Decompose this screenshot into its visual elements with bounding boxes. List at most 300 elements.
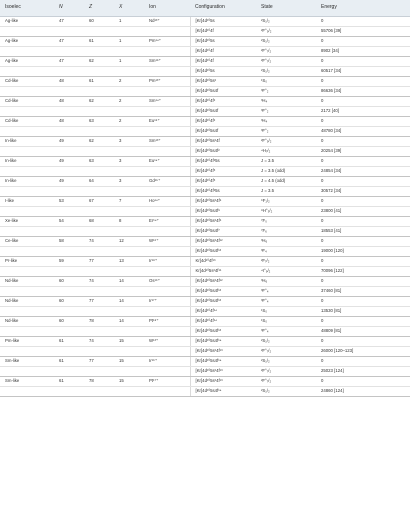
cell-energy: 37460 [81]: [316, 286, 410, 296]
cell-n: 61: [54, 336, 84, 346]
header-row: [0, 0, 410, 16]
cell-ion: [144, 286, 190, 296]
table-row: [0, 216, 410, 226]
table-row: [0, 276, 410, 286]
header-x: X: [114, 0, 144, 16]
cell-n: 49: [54, 156, 84, 166]
cell-configuration: [Kr]4d¹⁰5s4f⁷: [190, 226, 256, 236]
cell-x: 2: [114, 116, 144, 126]
cell-n: 49: [54, 176, 84, 186]
table-row: [0, 176, 410, 186]
cell-state: ⁴H₇/₂: [256, 146, 316, 156]
cell-isoelec: [0, 206, 54, 216]
cell-z: 62: [84, 136, 114, 146]
cell-x: 15: [114, 336, 144, 346]
cell-z: [84, 26, 114, 36]
cell-isoelec: [0, 386, 54, 396]
cell-isoelec: [0, 226, 54, 236]
table-row: [0, 326, 410, 336]
cell-isoelec: [0, 246, 54, 256]
cell-configuration: [Kr]4d¹⁰5s: [190, 36, 256, 46]
cell-ion: Pm¹⁴⁺: [144, 36, 190, 46]
cell-configuration: [Kr]4d¹⁰4f³: [190, 176, 256, 186]
cell-x: [114, 106, 144, 116]
cell-configuration: [Kr]4d¹⁰5s4f: [190, 126, 256, 136]
cell-n: [54, 66, 84, 76]
cell-energy: 60517 [34]: [316, 66, 410, 76]
cell-isoelec: [0, 66, 54, 76]
header-isoelec: Isoelec: [0, 0, 54, 16]
cell-configuration: [Kr]4d¹⁰5s4f²: [190, 146, 256, 156]
cell-x: [114, 346, 144, 356]
cell-isoelec: Sm-like: [0, 356, 54, 366]
cell-state: ³F°₄: [256, 286, 316, 296]
cell-z: [84, 66, 114, 76]
cell-n: [54, 186, 84, 196]
cell-z: 74: [84, 336, 114, 346]
cell-n: 60: [54, 276, 84, 286]
cell-z: [84, 246, 114, 256]
cell-ion: [144, 46, 190, 56]
cell-configuration: [Kr]4d¹⁰5s²4f⁶: [190, 216, 256, 226]
cell-x: [114, 246, 144, 256]
cell-ion: [144, 66, 190, 76]
cell-energy: 8902 [34]: [316, 46, 410, 56]
cell-state: ³F₄: [256, 246, 316, 256]
cell-ion: W¹³⁺: [144, 336, 190, 346]
cell-ion: [144, 386, 190, 396]
cell-n: 59: [54, 256, 84, 266]
cell-n: 48: [54, 96, 84, 106]
cell-ion: Sm¹⁵⁺: [144, 56, 190, 66]
cell-n: [54, 46, 84, 56]
cell-ion: [144, 306, 190, 316]
cell-x: [114, 206, 144, 216]
cell-state: ²F₇/₂: [256, 256, 316, 266]
header-configuration: Configuration: [190, 0, 256, 16]
cell-isoelec: [0, 166, 54, 176]
cell-ion: [144, 326, 190, 336]
cell-configuration: [Kr]4d¹⁰5s: [190, 16, 256, 26]
table-row: [0, 166, 410, 176]
table-row: [0, 96, 410, 106]
cell-energy: 0: [316, 296, 410, 306]
cell-isoelec: Nd-like: [0, 316, 54, 326]
cell-ion: Sm¹³⁺: [144, 136, 190, 146]
cell-ion: [144, 226, 190, 236]
cell-energy: 0: [316, 156, 410, 166]
cell-n: [54, 106, 84, 116]
cell-z: 60: [84, 16, 114, 26]
cell-configuration: [Kr]4d¹⁰5s4f¹³: [190, 246, 256, 256]
cell-z: 63: [84, 116, 114, 126]
cell-configuration: Kr]4d¹⁰4f¹³: [190, 256, 256, 266]
cell-energy: 0: [316, 216, 410, 226]
cell-configuration: [Kr]4d¹⁰5s²4f: [190, 136, 256, 146]
cell-configuration: [Kr]4d¹⁰5s4f: [190, 86, 256, 96]
cell-n: [54, 286, 84, 296]
cell-energy: 0: [316, 256, 410, 266]
cell-configuration: [Kr]4d¹⁰5s4f¹⁴: [190, 336, 256, 346]
cell-state: ³F°₂: [256, 86, 316, 96]
cell-z: 78: [84, 376, 114, 386]
cell-energy: 0: [316, 376, 410, 386]
cell-ion: [144, 266, 190, 276]
cell-configuration: [Kr]4d¹⁰5s4f¹³: [190, 286, 256, 296]
cell-energy: 70096 [122]: [316, 266, 410, 276]
cell-n: [54, 206, 84, 216]
cell-ion: Eu¹⁵⁺: [144, 116, 190, 126]
table-row: [0, 126, 410, 136]
cell-isoelec: Cd-like: [0, 96, 54, 106]
cell-n: [54, 146, 84, 156]
table-row: [0, 386, 410, 396]
cell-configuration: [Kr]4d¹⁰4f²5s: [190, 156, 256, 166]
cell-ion: Ir¹⁷⁺: [144, 296, 190, 306]
cell-ion: [144, 166, 190, 176]
cell-isoelec: Ag-like: [0, 16, 54, 26]
cell-state: ³H₆: [256, 236, 316, 246]
cell-z: 63: [84, 156, 114, 166]
cell-n: [54, 306, 84, 316]
cell-isoelec: [0, 366, 54, 376]
cell-ion: [144, 26, 190, 36]
cell-state: ²S₁/₂: [256, 386, 316, 396]
cell-z: 78: [84, 316, 114, 326]
cell-x: 8: [114, 216, 144, 226]
cell-isoelec: I-like: [0, 196, 54, 206]
cell-x: 15: [114, 376, 144, 386]
cell-energy: 30572 [34]: [316, 186, 410, 196]
header-state: State: [256, 0, 316, 16]
table-row: [0, 56, 410, 66]
cell-energy: 0: [316, 236, 410, 246]
cell-energy: 0: [316, 36, 410, 46]
cell-energy: 2172 [40]: [316, 106, 410, 116]
cell-ion: Eu¹⁴⁺: [144, 156, 190, 166]
cell-n: [54, 86, 84, 96]
cell-energy: 48809 [81]: [316, 326, 410, 336]
cell-configuration: [Kr]4d¹⁰5s: [190, 66, 256, 76]
cell-z: [84, 226, 114, 236]
table-row: [0, 376, 410, 386]
cell-energy: 23800 [41]: [316, 206, 410, 216]
cell-x: [114, 46, 144, 56]
cell-energy: 0: [316, 336, 410, 346]
cell-configuration: [Kr]4d¹⁰4f¹⁴: [190, 316, 256, 326]
cell-x: [114, 126, 144, 136]
cell-energy: 0: [316, 16, 410, 26]
cell-z: [84, 326, 114, 336]
cell-isoelec: [0, 126, 54, 136]
cell-z: [84, 386, 114, 396]
cell-x: 1: [114, 36, 144, 46]
cell-configuration: [Kr]4d¹⁰5s4f¹³: [190, 326, 256, 336]
cell-configuration: [Kr]4d¹⁰4f²: [190, 116, 256, 126]
table-row: [0, 296, 410, 306]
cell-isoelec: Sm-like: [0, 376, 54, 386]
cell-ion: Pt¹⁷⁺: [144, 376, 190, 386]
cell-n: [54, 366, 84, 376]
cell-isoelec: Pr-like: [0, 256, 54, 266]
cell-energy: 0: [316, 136, 410, 146]
cell-energy: 20254 [39]: [316, 146, 410, 156]
cell-state: ³F°₄: [256, 296, 316, 306]
cell-z: 67: [84, 196, 114, 206]
cell-n: [54, 266, 84, 276]
cell-ion: [144, 346, 190, 356]
cell-x: [114, 26, 144, 36]
table-row: [0, 106, 410, 116]
cell-state: ³H₆: [256, 276, 316, 286]
cell-n: 60: [54, 296, 84, 306]
cell-energy: 86636 [34]: [316, 86, 410, 96]
cell-z: 61: [84, 76, 114, 86]
cell-ion: Er¹⁴⁺: [144, 216, 190, 226]
header-z: Z: [84, 0, 114, 16]
cell-ion: [144, 106, 190, 116]
cell-isoelec: [0, 26, 54, 36]
cell-z: [84, 346, 114, 356]
table-row: [0, 86, 410, 96]
cell-z: 61: [84, 36, 114, 46]
table-row: [0, 156, 410, 166]
cell-z: [84, 286, 114, 296]
cell-configuration: [Kr]4d¹⁰5s²4f¹²: [190, 236, 256, 246]
cell-state: ⁸H°₃/₂: [256, 206, 316, 216]
cell-configuration: [Kr]4d¹⁰5s²: [190, 76, 256, 86]
cell-n: [54, 126, 84, 136]
cell-ion: [144, 246, 190, 256]
cell-z: [84, 186, 114, 196]
cell-energy: 0: [316, 356, 410, 366]
cell-state: ³F°₂: [256, 106, 316, 116]
cell-energy: 0: [316, 116, 410, 126]
cell-state: ²F°₇/₂: [256, 346, 316, 356]
table-row: [0, 366, 410, 376]
cell-z: [84, 206, 114, 216]
cell-state: ²S₁/₂: [256, 36, 316, 46]
cell-ion: Gd¹⁵⁺: [144, 176, 190, 186]
cell-configuration: [Kr]4d¹⁰5s²4f¹³: [190, 366, 256, 376]
cell-ion: Nd¹³⁺: [144, 16, 190, 26]
cell-state: ⁷F₆: [256, 226, 316, 236]
cell-z: [84, 166, 114, 176]
cell-configuration: [Kr]4d¹⁰5s²4f¹²: [190, 276, 256, 286]
cell-isoelec: [0, 46, 54, 56]
cell-configuration: [Kr]4d¹⁰5s4f¹⁴: [190, 356, 256, 366]
table-row: [0, 226, 410, 236]
cell-energy: 18553 [41]: [316, 226, 410, 236]
cell-state: ²F°₇/₂: [256, 366, 316, 376]
cell-ion: Ho¹⁴⁺: [144, 196, 190, 206]
cell-configuration: [Kr]4d¹⁰5s4f: [190, 106, 256, 116]
cell-state: J = 4.5 (odd): [256, 176, 316, 186]
cell-state: ²S₁/₂: [256, 336, 316, 346]
header-n: N: [54, 0, 84, 16]
cell-state: J = 3.5: [256, 186, 316, 196]
cell-energy: 24860 [124]: [316, 386, 410, 396]
cell-n: [54, 226, 84, 236]
cell-state: ¹S₀: [256, 76, 316, 86]
cell-isoelec: Xe-like: [0, 216, 54, 226]
cell-x: 14: [114, 276, 144, 286]
cell-x: 2: [114, 76, 144, 86]
table-row: [0, 356, 410, 366]
cell-x: 3: [114, 176, 144, 186]
cell-configuration: [Kr]4d¹⁰5s4f¹³: [190, 296, 256, 306]
cell-state: J = 3.5: [256, 156, 316, 166]
cell-configuration: [Kr]4d¹⁰4f: [190, 26, 256, 36]
cell-state: ¹S₀: [256, 306, 316, 316]
cell-state: ²S₁/₂: [256, 16, 316, 26]
table-row: [0, 46, 410, 56]
cell-z: [84, 106, 114, 116]
table-row: [0, 26, 410, 36]
cell-configuration: [Kr]4d¹⁰4f¹⁴: [190, 306, 256, 316]
cell-x: 2: [114, 96, 144, 106]
cell-configuration: [Kr]4d¹⁰4f: [190, 56, 256, 66]
cell-state: ²F°₇/₂: [256, 56, 316, 66]
cell-isoelec: [0, 266, 54, 276]
cell-energy: 0: [316, 176, 410, 186]
cell-z: 77: [84, 296, 114, 306]
cell-isoelec: [0, 86, 54, 96]
table-row: [0, 316, 410, 326]
cell-x: 1: [114, 56, 144, 66]
cell-configuration: [Kr]4d¹⁰5s²4f¹³: [190, 346, 256, 356]
cell-z: 62: [84, 96, 114, 106]
cell-n: [54, 386, 84, 396]
cell-x: [114, 186, 144, 196]
cell-x: [114, 166, 144, 176]
cell-state: ²F°₅/₂: [256, 26, 316, 36]
cell-isoelec: Ag-like: [0, 56, 54, 66]
cell-ion: W¹⁶⁺: [144, 236, 190, 246]
cell-state: ⁴I°₉/₂: [256, 266, 316, 276]
cell-energy: 26000 [120–123]: [316, 346, 410, 356]
cell-energy: 25023 [124]: [316, 366, 410, 376]
cell-isoelec: Ag-like: [0, 36, 54, 46]
table-row: [0, 206, 410, 216]
cell-x: 7: [114, 196, 144, 206]
cell-z: [84, 86, 114, 96]
cell-n: [54, 246, 84, 256]
table-row: [0, 186, 410, 196]
table-body: [0, 16, 410, 396]
cell-ion: Pt¹⁸⁺: [144, 316, 190, 326]
cell-configuration: [Kr]4d¹⁰5s²4f¹³: [190, 376, 256, 386]
cell-ion: [144, 146, 190, 156]
cell-state: ³F°₄: [256, 326, 316, 336]
cell-x: [114, 386, 144, 396]
cell-z: [84, 306, 114, 316]
cell-n: 53: [54, 196, 84, 206]
cell-energy: 13530 [81]: [316, 306, 410, 316]
table-row: [0, 136, 410, 146]
cell-configuration: [Kr]4d¹⁰4f²: [190, 96, 256, 106]
cell-n: 47: [54, 56, 84, 66]
cell-state: ³H₄: [256, 96, 316, 106]
cell-x: 14: [114, 296, 144, 306]
cell-n: 54: [54, 216, 84, 226]
table-row: [0, 256, 410, 266]
cell-n: 61: [54, 356, 84, 366]
cell-isoelec: Cd-like: [0, 116, 54, 126]
cell-isoelec: In-like: [0, 156, 54, 166]
cell-energy: 0: [316, 76, 410, 86]
cell-z: 62: [84, 56, 114, 66]
cell-x: [114, 266, 144, 276]
cell-x: 3: [114, 156, 144, 166]
cell-ion: [144, 206, 190, 216]
table-row: [0, 346, 410, 356]
cell-z: [84, 366, 114, 376]
cell-state: ⁶F₁/₂: [256, 196, 316, 206]
cell-ion: [144, 186, 190, 196]
cell-x: 15: [114, 356, 144, 366]
cell-energy: 0: [316, 56, 410, 66]
table-row: [0, 146, 410, 156]
cell-configuration: [Kr]4d¹⁰5s²4f⁵: [190, 196, 256, 206]
table-row: [0, 76, 410, 86]
table-row: [0, 36, 410, 46]
cell-x: [114, 366, 144, 376]
cell-state: ²S₁/₂: [256, 356, 316, 366]
cell-energy: 0: [316, 316, 410, 326]
cell-configuration: [Kr]4d¹⁰4f: [190, 46, 256, 56]
cell-z: [84, 266, 114, 276]
cell-n: 61: [54, 376, 84, 386]
cell-z: 64: [84, 176, 114, 186]
cell-n: 49: [54, 136, 84, 146]
cell-ion: Pm¹³⁺: [144, 76, 190, 86]
cell-z: 68: [84, 216, 114, 226]
cell-isoelec: Nd-like: [0, 276, 54, 286]
table-row: [0, 16, 410, 26]
cell-isoelec: Ce-like: [0, 236, 54, 246]
cell-x: [114, 146, 144, 156]
cell-x: [114, 286, 144, 296]
cell-x: [114, 86, 144, 96]
header-ion: Ion: [144, 0, 190, 16]
cell-n: [54, 26, 84, 36]
cell-state: ⁷F₀: [256, 216, 316, 226]
cell-energy: 0: [316, 96, 410, 106]
cell-configuration: [Kr]4d¹⁰4f³: [190, 166, 256, 176]
cell-z: [84, 126, 114, 136]
cell-configuration: Kr]4d¹⁰5s²4f¹¹: [190, 266, 256, 276]
cell-energy: 0: [316, 276, 410, 286]
header-energy: Energy: [316, 0, 410, 16]
cell-isoelec: Cd-like: [0, 76, 54, 86]
cell-n: 47: [54, 16, 84, 26]
cell-isoelec: [0, 106, 54, 116]
cell-n: 48: [54, 116, 84, 126]
cell-ion: Ir¹⁸⁺: [144, 256, 190, 266]
cell-n: 58: [54, 236, 84, 246]
cell-ion: [144, 86, 190, 96]
cell-isoelec: Pm-like: [0, 336, 54, 346]
cell-isoelec: In-like: [0, 136, 54, 146]
table-row: [0, 66, 410, 76]
table-row: [0, 196, 410, 206]
table-row: [0, 286, 410, 296]
cell-state: ²F°₅/₂: [256, 136, 316, 146]
cell-z: 77: [84, 356, 114, 366]
cell-energy: 48780 [34]: [316, 126, 410, 136]
cell-x: [114, 306, 144, 316]
